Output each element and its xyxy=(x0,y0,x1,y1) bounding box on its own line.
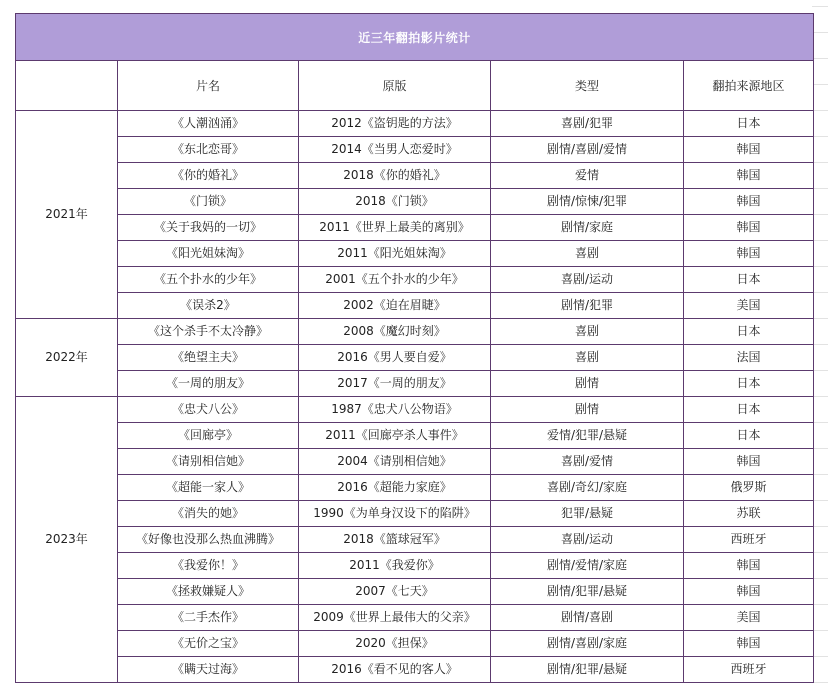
table-row xyxy=(16,215,814,241)
table-title: 近三年翻拍影片统计 xyxy=(16,14,814,61)
cell-original: 2009《世界上最伟大的父亲》 xyxy=(299,605,491,631)
cell-original: 2011《世界上最美的离别》 xyxy=(299,215,491,241)
cell-title: 《消失的她》 xyxy=(118,501,299,527)
remake-stats-table xyxy=(15,13,814,683)
cell-genre: 剧情/犯罪/悬疑 xyxy=(491,579,684,605)
cell-genre: 剧情/犯罪 xyxy=(491,293,684,319)
table-row xyxy=(16,423,814,449)
cell-title: 《五个扑水的少年》 xyxy=(118,267,299,293)
cell-genre: 剧情/爱情/家庭 xyxy=(491,553,684,579)
table-row xyxy=(16,293,814,319)
cell-title: 《东北恋哥》 xyxy=(118,137,299,163)
cell-region: 韩国 xyxy=(684,579,814,605)
header-genre: 类型 xyxy=(491,61,684,111)
table-row xyxy=(16,449,814,475)
cell-genre: 剧情 xyxy=(491,397,684,423)
table-row xyxy=(16,397,814,423)
cell-original: 2014《当男人恋爱时》 xyxy=(299,137,491,163)
table-row xyxy=(16,137,814,163)
table-row xyxy=(16,579,814,605)
year-cell: 2022年 xyxy=(16,319,118,397)
cell-original: 2002《迫在眉睫》 xyxy=(299,293,491,319)
cell-original: 2018《门锁》 xyxy=(299,189,491,215)
cell-original: 2011《回廊亭杀人事件》 xyxy=(299,423,491,449)
cell-genre: 犯罪/悬疑 xyxy=(491,501,684,527)
cell-original: 2011《阳光姐妹淘》 xyxy=(299,241,491,267)
table-row xyxy=(16,501,814,527)
table-row xyxy=(16,605,814,631)
cell-region: 韩国 xyxy=(684,163,814,189)
cell-region: 西班牙 xyxy=(684,657,814,683)
table-body xyxy=(16,111,814,683)
table-row xyxy=(16,267,814,293)
cell-region: 日本 xyxy=(684,267,814,293)
year-cell: 2023年 xyxy=(16,397,118,683)
cell-original: 2011《我爱你》 xyxy=(299,553,491,579)
cell-genre: 爱情 xyxy=(491,163,684,189)
cell-title: 《请别相信她》 xyxy=(118,449,299,475)
cell-genre: 剧情/喜剧 xyxy=(491,605,684,631)
cell-genre: 喜剧 xyxy=(491,241,684,267)
header-original: 原版 xyxy=(299,61,491,111)
cell-genre: 剧情/喜剧/爱情 xyxy=(491,137,684,163)
cell-title: 《超能一家人》 xyxy=(118,475,299,501)
cell-original: 2017《一周的朋友》 xyxy=(299,371,491,397)
cell-original: 2018《篮球冠军》 xyxy=(299,527,491,553)
cell-title: 《误杀2》 xyxy=(118,293,299,319)
cell-region: 韩国 xyxy=(684,189,814,215)
cell-title: 《无价之宝》 xyxy=(118,631,299,657)
cell-region: 美国 xyxy=(684,293,814,319)
cell-region: 俄罗斯 xyxy=(684,475,814,501)
table-row xyxy=(16,111,814,137)
cell-genre: 喜剧/犯罪 xyxy=(491,111,684,137)
cell-region: 法国 xyxy=(684,345,814,371)
cell-region: 韩国 xyxy=(684,449,814,475)
header-region: 翻拍来源地区 xyxy=(684,61,814,111)
table-row xyxy=(16,319,814,345)
cell-original: 2008《魔幻时刻》 xyxy=(299,319,491,345)
cell-title: 《回廊亭》 xyxy=(118,423,299,449)
table-row xyxy=(16,553,814,579)
year-cell: 2021年 xyxy=(16,111,118,319)
header-year xyxy=(16,61,118,111)
cell-original: 2016《看不见的客人》 xyxy=(299,657,491,683)
cell-original: 2018《你的婚礼》 xyxy=(299,163,491,189)
spreadsheet-gridlines xyxy=(812,0,828,695)
cell-title: 《阳光姐妹淘》 xyxy=(118,241,299,267)
cell-genre: 剧情/惊悚/犯罪 xyxy=(491,189,684,215)
cell-region: 日本 xyxy=(684,397,814,423)
cell-title: 《瞒天过海》 xyxy=(118,657,299,683)
cell-title: 《绝望主夫》 xyxy=(118,345,299,371)
cell-title: 《这个杀手不太冷静》 xyxy=(118,319,299,345)
cell-original: 2016《男人要自爱》 xyxy=(299,345,491,371)
table-row xyxy=(16,189,814,215)
cell-region: 韩国 xyxy=(684,241,814,267)
cell-genre: 喜剧/奇幻/家庭 xyxy=(491,475,684,501)
table-row xyxy=(16,631,814,657)
cell-region: 韩国 xyxy=(684,631,814,657)
cell-genre: 剧情 xyxy=(491,371,684,397)
cell-region: 苏联 xyxy=(684,501,814,527)
cell-region: 韩国 xyxy=(684,215,814,241)
cell-genre: 喜剧 xyxy=(491,345,684,371)
header-title: 片名 xyxy=(118,61,299,111)
cell-title: 《你的婚礼》 xyxy=(118,163,299,189)
cell-genre: 剧情/喜剧/家庭 xyxy=(491,631,684,657)
cell-genre: 喜剧/爱情 xyxy=(491,449,684,475)
table-row xyxy=(16,163,814,189)
cell-genre: 爱情/犯罪/悬疑 xyxy=(491,423,684,449)
cell-genre: 喜剧/运动 xyxy=(491,267,684,293)
cell-original: 2001《五个扑水的少年》 xyxy=(299,267,491,293)
cell-title: 《一周的朋友》 xyxy=(118,371,299,397)
cell-genre: 喜剧/运动 xyxy=(491,527,684,553)
cell-genre: 剧情/犯罪/悬疑 xyxy=(491,657,684,683)
cell-original: 2007《七天》 xyxy=(299,579,491,605)
cell-title: 《拯救嫌疑人》 xyxy=(118,579,299,605)
cell-original: 1990《为单身汉设下的陷阱》 xyxy=(299,501,491,527)
cell-region: 美国 xyxy=(684,605,814,631)
cell-region: 日本 xyxy=(684,111,814,137)
cell-original: 2012《盗钥匙的方法》 xyxy=(299,111,491,137)
cell-original: 1987《忠犬八公物语》 xyxy=(299,397,491,423)
cell-title: 《门锁》 xyxy=(118,189,299,215)
table-row xyxy=(16,527,814,553)
cell-region: 韩国 xyxy=(684,553,814,579)
cell-region: 日本 xyxy=(684,319,814,345)
cell-title: 《我爱你！》 xyxy=(118,553,299,579)
cell-region: 西班牙 xyxy=(684,527,814,553)
cell-title: 《关于我妈的一切》 xyxy=(118,215,299,241)
table-row xyxy=(16,657,814,683)
table-row xyxy=(16,241,814,267)
cell-region: 日本 xyxy=(684,423,814,449)
cell-title: 《二手杰作》 xyxy=(118,605,299,631)
cell-title: 《忠犬八公》 xyxy=(118,397,299,423)
cell-original: 2004《请别相信她》 xyxy=(299,449,491,475)
cell-genre: 剧情/家庭 xyxy=(491,215,684,241)
cell-title: 《好像也没那么热血沸腾》 xyxy=(118,527,299,553)
cell-original: 2016《超能力家庭》 xyxy=(299,475,491,501)
cell-original: 2020《担保》 xyxy=(299,631,491,657)
cell-title: 《人潮汹涌》 xyxy=(118,111,299,137)
cell-region: 日本 xyxy=(684,371,814,397)
cell-genre: 喜剧 xyxy=(491,319,684,345)
cell-region: 韩国 xyxy=(684,137,814,163)
table-row xyxy=(16,371,814,397)
header-row xyxy=(16,61,814,111)
table-row xyxy=(16,475,814,501)
table-row xyxy=(16,345,814,371)
